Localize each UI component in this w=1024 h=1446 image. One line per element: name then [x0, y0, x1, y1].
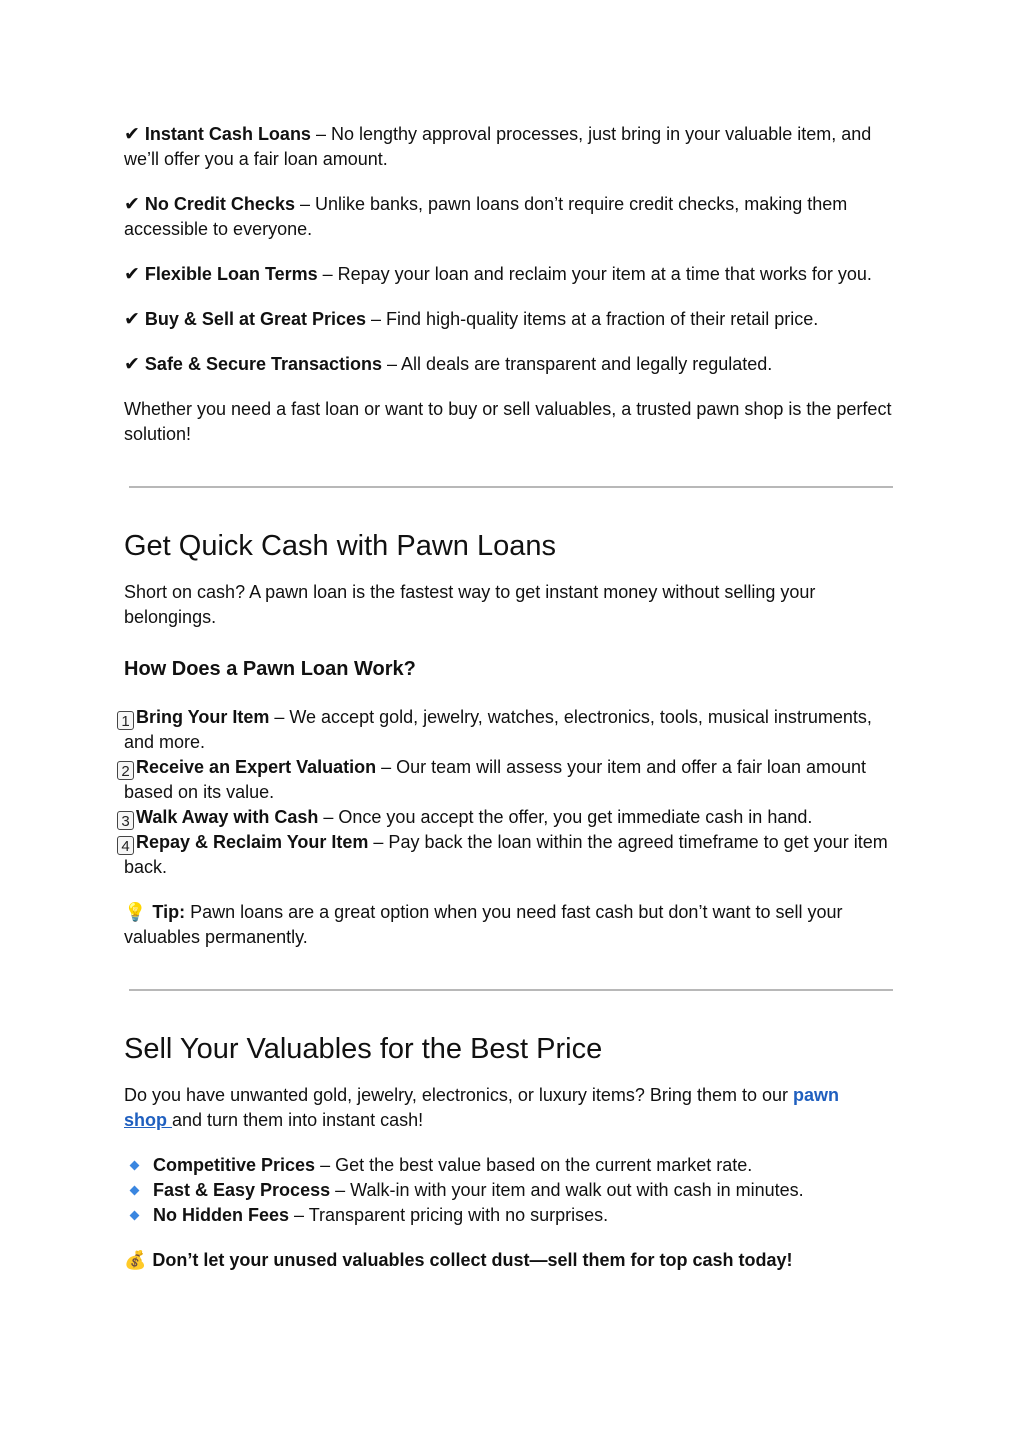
light-bulb-icon: 💡	[124, 902, 147, 923]
check-mark-icon: ✔	[124, 123, 140, 145]
keycap-number-icon: 1	[117, 711, 134, 730]
sell-intro-text: Do you have unwanted gold, jewelry, electronics, or luxury items? Bring them to our	[124, 1085, 793, 1105]
feature-item	[124, 122, 894, 172]
feature-text: – No lengthy approval processes, just bring in your valuable item, and we’ll offer you a fair loan amount.	[124, 124, 872, 169]
step-title: Walk Away with Cash	[136, 807, 319, 827]
feature-item	[124, 307, 894, 332]
tip-paragraph	[124, 900, 894, 950]
feature-text: – Find high-quality items at a fraction of their retail price.	[366, 309, 819, 329]
check-mark-icon: ✔	[124, 193, 140, 215]
list-item	[124, 1153, 894, 1178]
check-mark-icon: ✔	[124, 263, 140, 285]
benefit-title: No Hidden Fees	[153, 1205, 290, 1225]
step-text: – Our team will assess your item and offer a fair loan amount based on its value.	[124, 757, 867, 802]
feature-title: No Credit Checks	[144, 194, 295, 214]
step-item	[121, 755, 894, 805]
check-mark-icon: ✔	[124, 353, 140, 375]
blue-diamond-icon	[130, 1186, 140, 1196]
feature-title: Safe & Secure Transactions	[144, 354, 383, 374]
money-bag-icon: 💰	[124, 1250, 147, 1271]
step-text: – Once you accept the offer, you get immediate cash in hand.	[318, 807, 813, 827]
document-page	[121, 122, 894, 1273]
benefit-text: – Get the best value based on the current market rate.	[315, 1155, 753, 1175]
keycap-number-icon: 3	[117, 811, 134, 830]
section-divider	[129, 989, 893, 991]
loans-subheading: How Does a Pawn Loan Work?	[124, 658, 416, 680]
step-title: Repay & Reclaim Your Item	[136, 832, 369, 852]
blue-diamond-icon	[130, 1161, 140, 1171]
step-item	[121, 705, 894, 755]
feature-item	[124, 262, 894, 287]
benefit-text: – Transparent pricing with no surprises.	[289, 1205, 609, 1225]
loans-heading: Get Quick Cash with Pawn Loans	[124, 530, 556, 562]
feature-item	[124, 352, 894, 377]
feature-title: Buy & Sell at Great Prices	[144, 309, 367, 329]
link-word: pawn	[793, 1085, 840, 1105]
tip-text: Pawn loans are a great option when you need fast cash but don’t want to sell your valuables permanently.	[124, 902, 843, 947]
feature-text: – All deals are transparent and legally regulated.	[382, 354, 773, 374]
feature-item	[124, 192, 894, 242]
step-title: Receive an Expert Valuation	[136, 757, 377, 777]
step-text: – Pay back the loan within the agreed timeframe to get your item back.	[124, 832, 888, 877]
step-title: Bring Your Item	[136, 707, 270, 727]
feature-text: – Repay your loan and reclaim your item at a time that works for you.	[317, 264, 872, 284]
step-text: – We accept gold, jewelry, watches, electronics, tools, musical instruments, and more.	[124, 707, 872, 752]
feature-list	[124, 122, 894, 377]
blue-diamond-icon	[130, 1211, 140, 1221]
benefits-list	[124, 1153, 894, 1228]
section-divider	[129, 486, 893, 488]
benefit-title: Fast & Easy Process	[153, 1180, 331, 1200]
sell-heading: Sell Your Valuables for the Best Price	[124, 1033, 603, 1065]
benefit-text: – Walk-in with your item and walk out with cash in minutes.	[330, 1180, 804, 1200]
sell-intro-text: and turn them into instant cash!	[172, 1110, 424, 1130]
feature-title: Flexible Loan Terms	[144, 264, 318, 284]
closing-text: Don’t let your unused valuables collect dust—sell them for top cash today!	[152, 1250, 793, 1270]
feature-title: Instant Cash Loans	[144, 124, 311, 144]
step-item	[121, 805, 894, 830]
step-item	[121, 830, 894, 880]
tip-label: Tip:	[152, 902, 186, 922]
keycap-number-icon: 4	[117, 836, 134, 855]
intro-closing-paragraph: Whether you need a fast loan or want to buy or sell valuables, a trusted pawn shop is the perfect solution!	[124, 399, 892, 444]
list-item	[124, 1178, 894, 1203]
link-word: shop	[124, 1110, 167, 1130]
closing-paragraph	[124, 1248, 894, 1273]
benefit-title: Competitive Prices	[153, 1155, 316, 1175]
list-item	[124, 1203, 894, 1228]
loans-intro: Short on cash? A pawn loan is the fastest way to get instant money without selling your belongings.	[124, 582, 816, 627]
sell-intro	[124, 1083, 894, 1133]
check-mark-icon: ✔	[124, 308, 140, 330]
feature-text: – Unlike banks, pawn loans don’t require credit checks, making them accessible to everyone.	[124, 194, 848, 239]
steps-list	[121, 705, 894, 880]
keycap-number-icon: 2	[117, 761, 134, 780]
